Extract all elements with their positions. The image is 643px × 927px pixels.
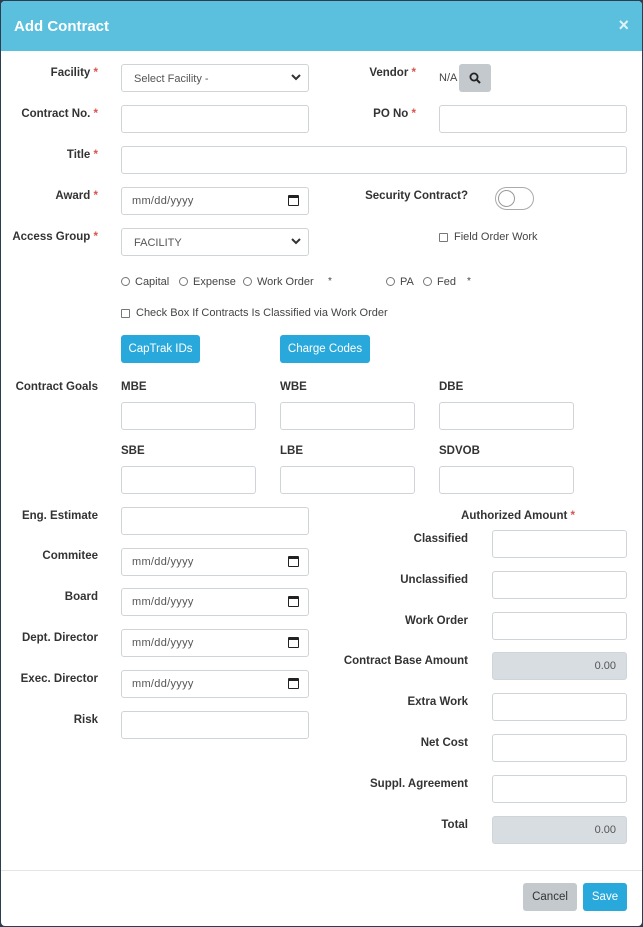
expense-radio[interactable]: [179, 277, 188, 286]
suppl-agreement-label: Suppl. Agreement: [370, 778, 468, 790]
toggle-knob: [498, 190, 515, 207]
work-order-radio[interactable]: [243, 277, 252, 286]
expense-radio-label: Expense: [193, 276, 236, 288]
award-date-input[interactable]: [121, 187, 309, 215]
charge-codes-button[interactable]: Charge Codes: [280, 335, 370, 363]
title-label: Title *: [66, 149, 98, 161]
vendor-value: N/A: [439, 72, 458, 84]
calendar-icon[interactable]: [288, 195, 299, 206]
extra-work-label: Extra Work: [407, 696, 468, 708]
cancel-button[interactable]: Cancel: [523, 883, 577, 911]
dept-director-label: Dept. Director: [21, 632, 98, 644]
work-order-amount-label: Work Order: [404, 615, 468, 627]
contract-base-amount-label: Contract Base Amount: [343, 655, 468, 667]
unclassified-input[interactable]: [492, 571, 627, 599]
calendar-icon[interactable]: [288, 637, 299, 648]
po-no-input[interactable]: [439, 105, 627, 133]
modal-header: [1, 1, 642, 51]
date-placeholder: mm/dd/yyyy: [132, 678, 194, 690]
total-label: Total: [441, 819, 468, 831]
sdvob-input[interactable]: [439, 466, 574, 494]
lbe-input[interactable]: [280, 466, 415, 494]
required-mark: *: [328, 276, 332, 287]
suppl-agreement-input[interactable]: [492, 775, 627, 803]
vendor-search-button[interactable]: [459, 64, 491, 92]
facility-label: Facility *: [50, 67, 98, 79]
sbe-input[interactable]: [121, 466, 256, 494]
dbe-input[interactable]: [439, 402, 574, 430]
exec-director-label: Exec. Director: [20, 673, 98, 685]
work-order-amount-input[interactable]: [492, 612, 627, 640]
po-no-label: PO No *: [373, 108, 416, 120]
authorized-amount-header: Authorized Amount *: [461, 510, 575, 522]
wbe-input[interactable]: [280, 402, 415, 430]
capital-radio-label: Capital: [135, 276, 170, 288]
classified-via-work-order-checkbox[interactable]: [121, 309, 130, 318]
classified-label: Classified: [413, 533, 468, 545]
capital-radio[interactable]: [121, 277, 130, 286]
date-placeholder: mm/dd/yyyy: [132, 556, 194, 568]
field-order-work-label: Field Order Work: [454, 231, 538, 243]
board-date-input[interactable]: [121, 588, 309, 616]
security-contract-toggle[interactable]: [495, 187, 534, 210]
contract-no-input[interactable]: [121, 105, 309, 133]
security-contract-label: Security Contract?: [365, 190, 468, 202]
chevron-down-icon: [290, 234, 302, 248]
modal-title: Add Contract: [14, 18, 109, 35]
vendor-label: Vendor *: [369, 67, 416, 79]
board-label: Board: [64, 591, 98, 603]
commitee-date-input[interactable]: [121, 548, 309, 576]
add-contract-modal: [1, 1, 642, 926]
extra-work-input[interactable]: [492, 693, 627, 721]
contract-no-label: Contract No. *: [21, 108, 98, 120]
award-label: Award *: [55, 190, 98, 202]
date-placeholder: mm/dd/yyyy: [132, 637, 194, 649]
exec-director-date-input[interactable]: [121, 670, 309, 698]
eng-estimate-input[interactable]: [121, 507, 309, 535]
total-value: 0.00: [594, 824, 616, 836]
date-placeholder: mm/dd/yyyy: [132, 596, 194, 608]
mbe-label: MBE: [121, 381, 147, 393]
eng-estimate-label: Eng. Estimate: [21, 510, 98, 522]
dbe-label: DBE: [439, 381, 464, 393]
total-field: [492, 816, 627, 844]
contract-base-amount-field: [492, 652, 627, 680]
risk-label: Risk: [73, 714, 98, 726]
dept-director-date-input[interactable]: [121, 629, 309, 657]
fed-radio[interactable]: [423, 277, 432, 286]
unclassified-label: Unclassified: [400, 574, 468, 586]
classified-via-work-order-label: Check Box If Contracts Is Classified via Work Order: [136, 307, 388, 319]
close-icon[interactable]: ×: [618, 15, 629, 35]
date-placeholder: mm/dd/yyyy: [132, 195, 194, 207]
footer-divider: [1, 870, 642, 871]
mbe-input[interactable]: [121, 402, 256, 430]
pa-radio[interactable]: [386, 277, 395, 286]
required-mark: *: [467, 276, 471, 287]
net-cost-input[interactable]: [492, 734, 627, 762]
contract-goals-label: Contract Goals: [15, 381, 98, 393]
search-icon: [469, 72, 481, 84]
fed-radio-label: Fed: [437, 276, 456, 288]
access-group-value: FACILITY: [134, 237, 182, 249]
captrak-ids-button[interactable]: CapTrak IDs: [121, 335, 200, 363]
sdvob-label: SDVOB: [439, 445, 480, 457]
net-cost-label: Net Cost: [420, 737, 468, 749]
wbe-label: WBE: [280, 381, 307, 393]
calendar-icon[interactable]: [288, 596, 299, 607]
classified-input[interactable]: [492, 530, 627, 558]
field-order-work-checkbox[interactable]: [439, 233, 448, 242]
save-button[interactable]: Save: [583, 883, 627, 911]
contract-base-amount-value: 0.00: [594, 660, 616, 672]
calendar-icon[interactable]: [288, 678, 299, 689]
title-input[interactable]: [121, 146, 627, 174]
facility-select-value: Select Facility -: [134, 73, 209, 85]
pa-radio-label: PA: [400, 276, 414, 288]
chevron-down-icon: [290, 70, 302, 84]
lbe-label: LBE: [280, 445, 303, 457]
work-order-radio-label: Work Order: [257, 276, 314, 288]
risk-input[interactable]: [121, 711, 309, 739]
access-group-label: Access Group *: [12, 231, 98, 243]
sbe-label: SBE: [121, 445, 145, 457]
access-group-select[interactable]: [121, 228, 309, 256]
commitee-label: Commitee: [42, 550, 98, 562]
facility-select[interactable]: [121, 64, 309, 92]
calendar-icon[interactable]: [288, 556, 299, 567]
